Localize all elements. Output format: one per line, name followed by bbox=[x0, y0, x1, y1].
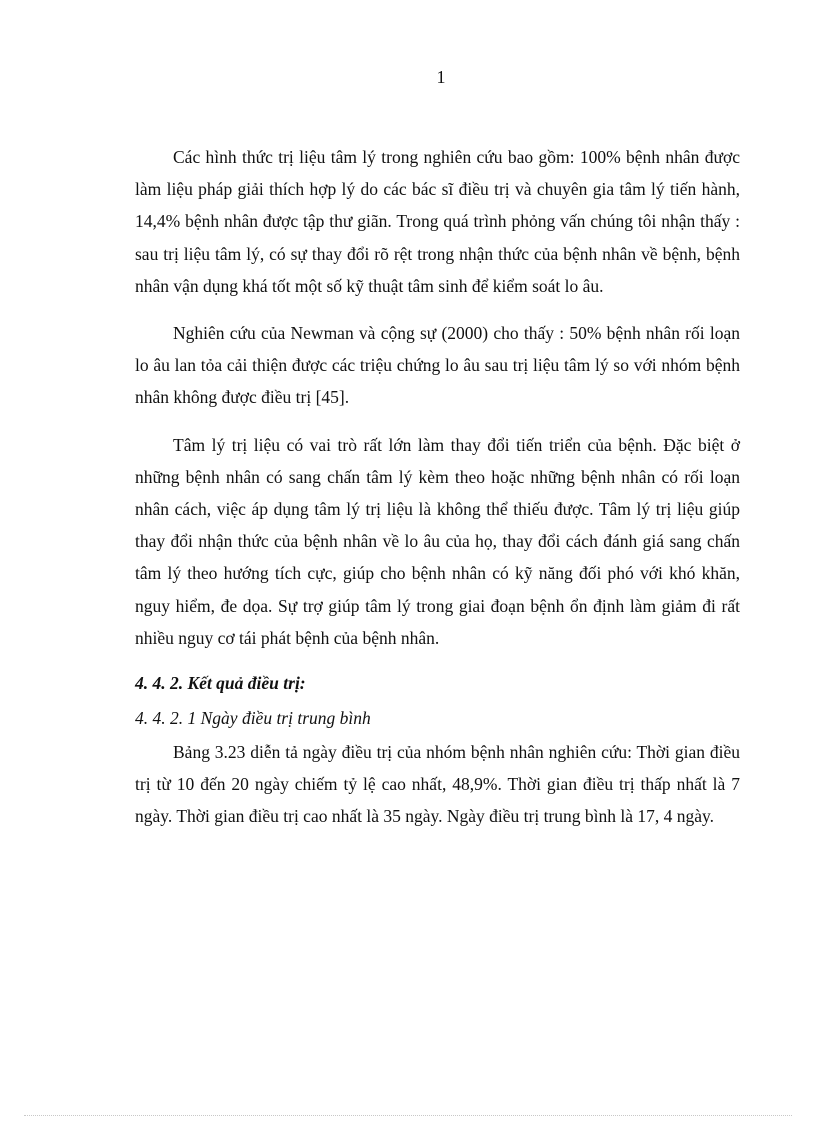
paragraph-psychotherapy-role: Tâm lý trị liệu có vai trò rất lớn làm thay đổi tiến triển của bệnh. Đặc biệt ở những bệnh nhân có sang chấn tâm lý kèm theo hoặc những bệnh nhân có rối loạn nhân cách, việc áp dụng tâm lý trị liệu là không thể thiếu được. Tâm lý trị liệu giúp thay đổi nhận thức của bệnh nhân về lo âu của họ, thay đổi cách đánh giá sang chấn tâm lý theo hướng tích cực, giúp cho bệnh nhân có kỹ năng đối phó với khó khăn, nguy hiểm, đe dọa. Sự trợ giúp tâm lý trong giai đoạn bệnh ổn định làm giảm đi rất nhiều nguy cơ tái phát bệnh của bệnh nhân. bbox=[135, 434, 740, 648]
paragraph-newman-study: Nghiên cứu của Newman và cộng sự (2000) cho thấy : 50% bệnh nhân rối loạn lo âu lan tỏa cải thiện được các triệu chứng lo âu sau trị liệu tâm lý so với nhóm bệnh nhân không được điều trị [45]. bbox=[135, 323, 740, 408]
document-body bbox=[135, 141, 740, 833]
page-bottom-divider bbox=[24, 1115, 792, 1116]
paragraph-treatment-days: Bảng 3.23 diễn tả ngày điều trị của nhóm bệnh nhân nghiên cứu: Thời gian điều trị từ 10 đến 20 ngày chiếm tỷ lệ cao nhất, 48,9%. Thời gian điều trị thấp nhất là 7 ngày. Thời gian điều trị cao nhất là 35 ngày. Ngày điều trị trung bình là 17, 4 ngày. bbox=[135, 742, 740, 827]
section-heading-treatment-results: 4. 4. 2. Kết quả điều trị: bbox=[135, 673, 306, 694]
page-number: 1 bbox=[436, 67, 446, 87]
subsection-heading-average-treatment-days: 4. 4. 2. 1 Ngày điều trị trung bình bbox=[135, 708, 371, 729]
paragraph-therapy-forms: Các hình thức trị liệu tâm lý trong nghiên cứu bao gồm: 100% bệnh nhân được làm liệu pháp giải thích hợp lý do các bác sĩ điều trị và chuyên gia tâm lý tiến hành, 14,4% bệnh nhân được tập thư giãn. Trong quá trình phỏng vấn chúng tôi nhận thấy : sau trị liệu tâm lý, có sự thay đổi rõ rệt trong nhận thức của bệnh nhân về bệnh, bệnh nhân vận dụng khá tốt một số kỹ thuật tâm sinh để kiểm soát lo âu. bbox=[135, 147, 740, 296]
